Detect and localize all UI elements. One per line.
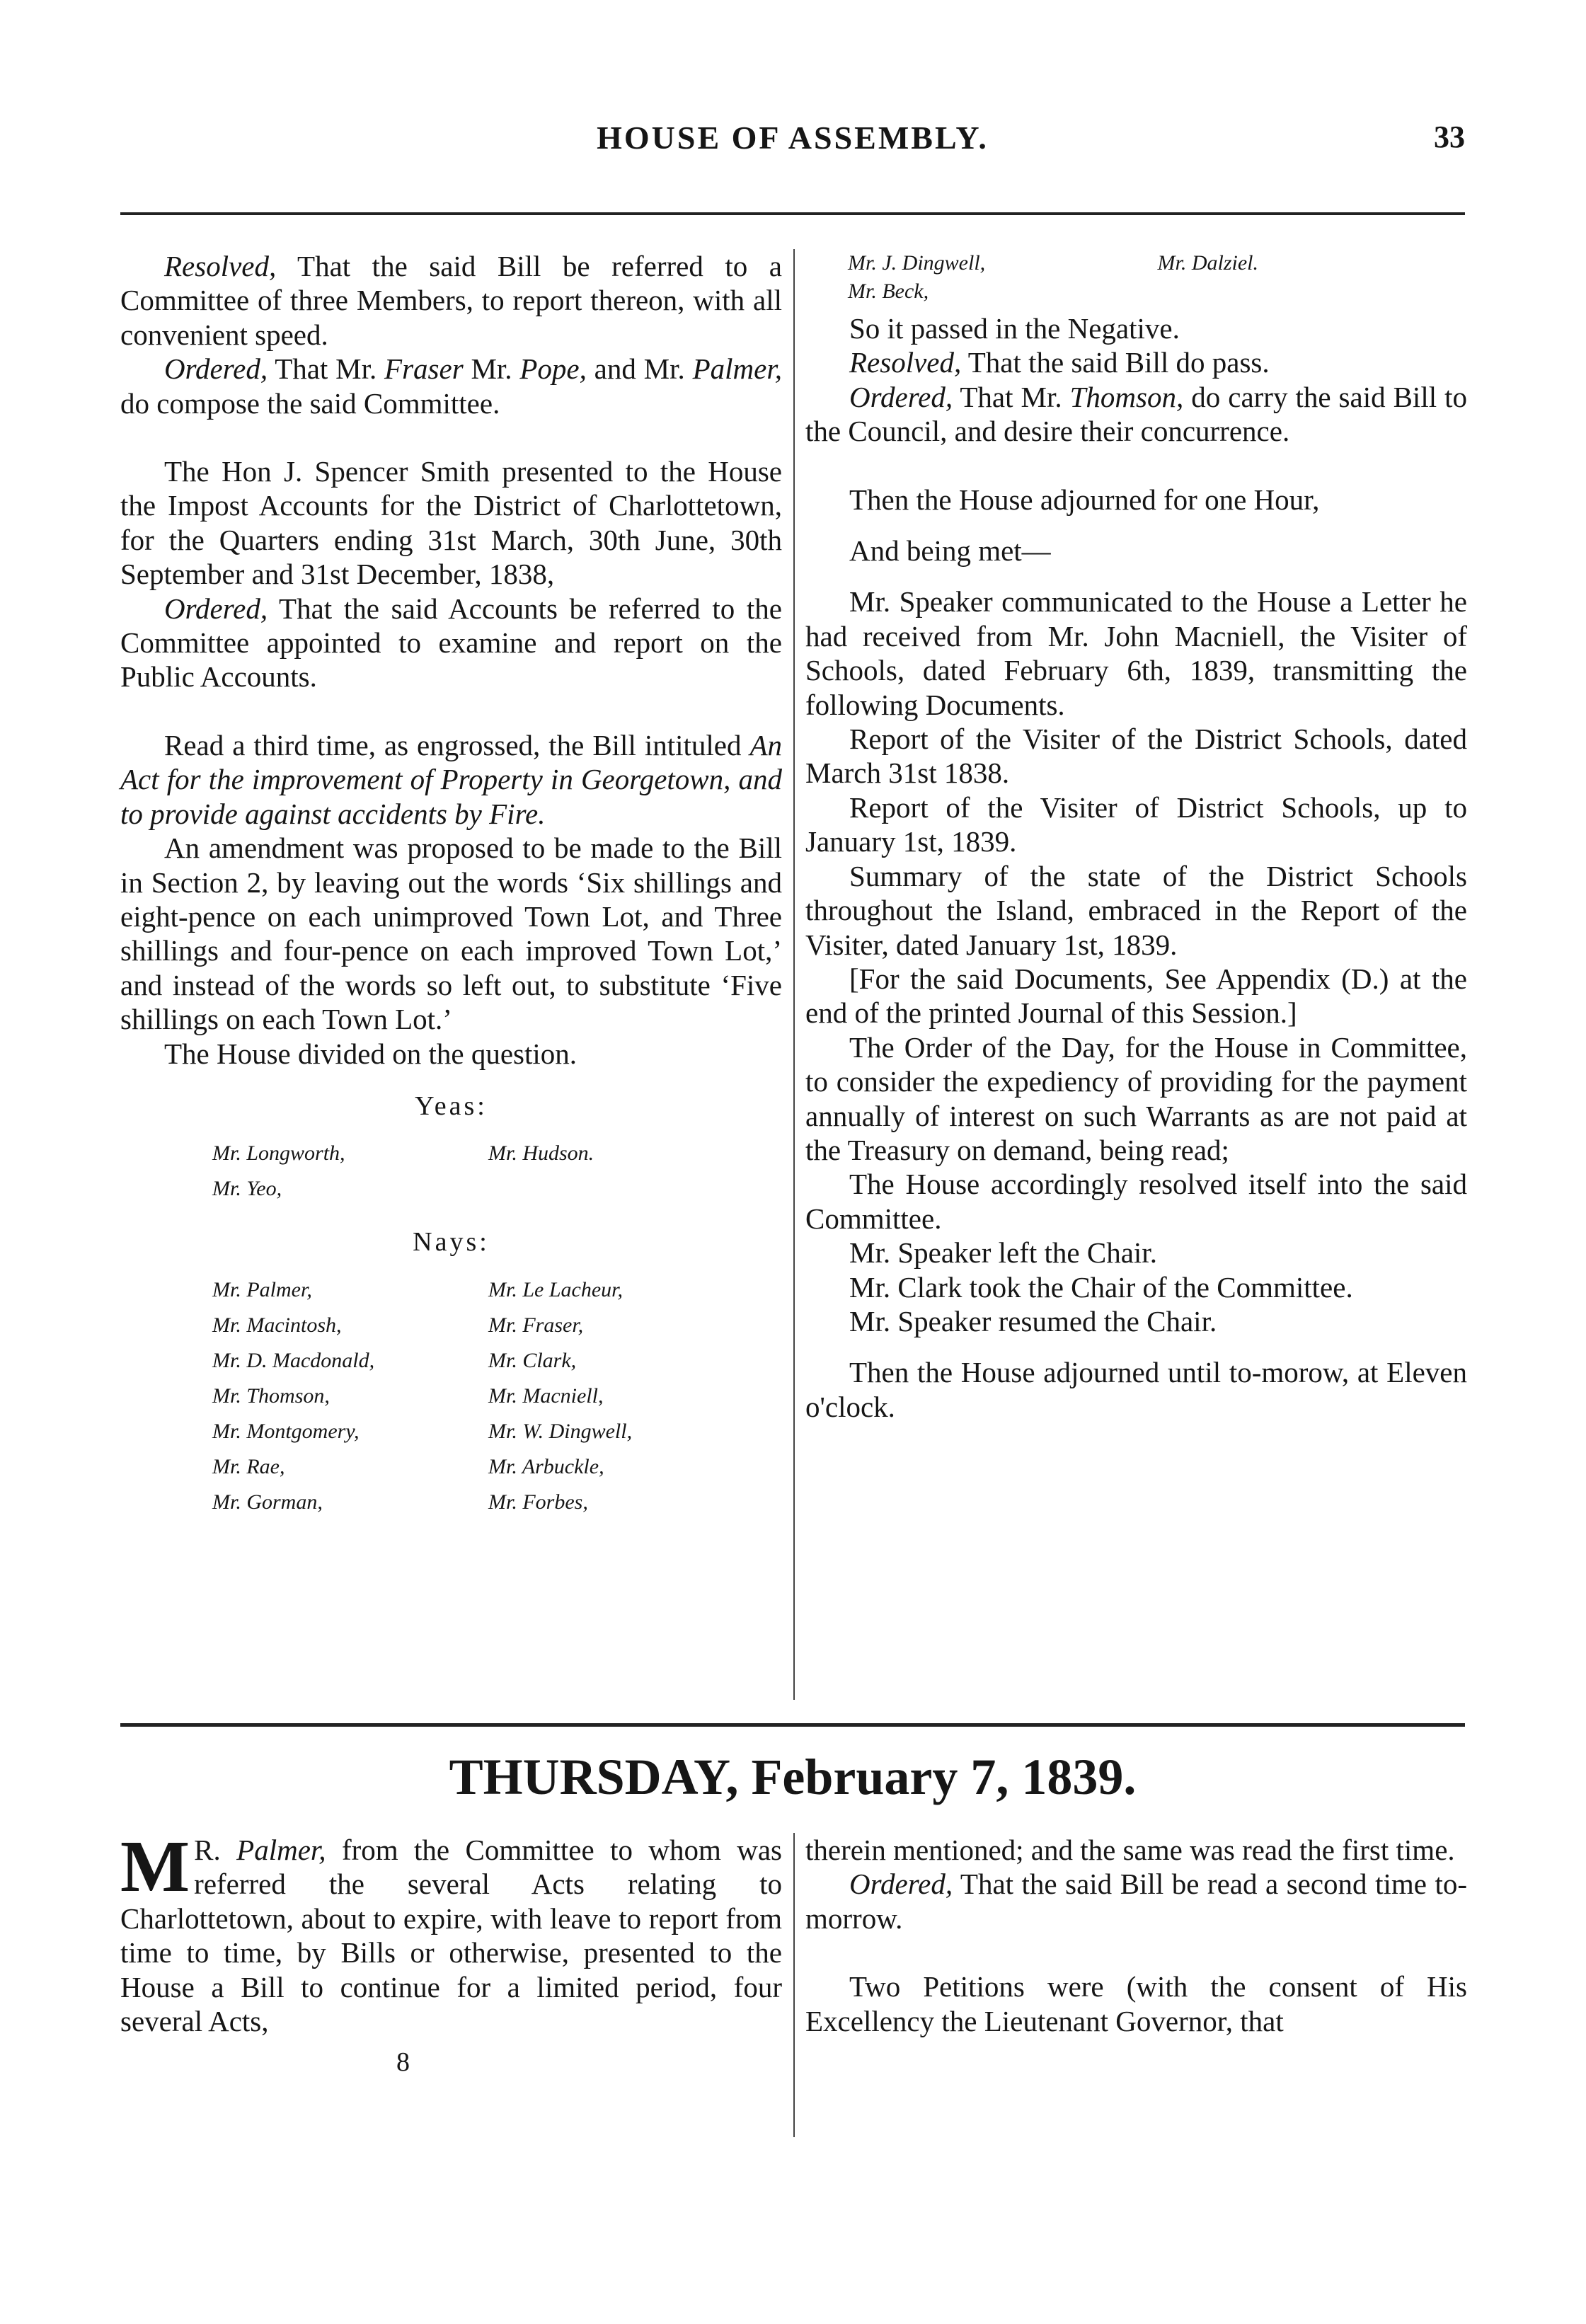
running-title: HOUSE OF ASSEMBLY. xyxy=(597,120,989,156)
right-column-lower xyxy=(805,1833,1467,2038)
paragraph-adjourned-hour: Then the House adjourned for one Hour, xyxy=(849,483,1320,516)
paragraph-resolved-committee: Resolved, That the said Bill be referred to a Committee of three Members, to report thereon, with all convenient speed. xyxy=(120,250,782,351)
paragraph-committee: The House accordingly resolved itself into the said Committee. xyxy=(805,1168,1467,1235)
right-column-upper xyxy=(805,249,1467,1424)
day-heading: THURSDAY, February 7, 1839. xyxy=(449,1749,1137,1805)
header-rule xyxy=(120,212,1465,215)
list-item: Mr. Rae, Mr. Arbuckle, xyxy=(212,1454,604,1478)
list-item: Mr. Gorman, Mr. Forbes, xyxy=(212,1490,588,1514)
left-column-upper xyxy=(120,249,782,1520)
list-item: Mr. J. Dingwell, Mr. Dalziel. xyxy=(848,251,1258,275)
list-item: Mr. Yeo, xyxy=(212,1177,282,1201)
paragraph-ordered-accounts: Ordered, That the said Accounts be referred to the Committee appointed to examine and report on the Public Accounts. xyxy=(120,592,782,694)
column-divider xyxy=(793,1833,795,2137)
paragraph-report-1838: Report of the Visiter of the District Schools, dated March 31st 1838. xyxy=(805,723,1467,790)
paragraph-first-reading: therein mentioned; and the same was read the first time. xyxy=(805,1834,1455,1866)
paragraph-speaker-letter: Mr. Speaker communicated to the House a Letter he had received from Mr. John Macniell, the Visiter of Schools, dated February 6th, 1839, transmitting the following Documents. xyxy=(805,585,1467,721)
paragraph-division: The House divided on the question. xyxy=(164,1037,577,1070)
list-item: Mr. D. Macdonald, Mr. Clark, xyxy=(212,1348,577,1372)
yeas-list xyxy=(120,1136,782,1207)
signature-mark: 8 xyxy=(396,2047,410,2078)
list-item: Mr. Thomson, Mr. Macniell, xyxy=(212,1384,604,1408)
paragraph-resolved-pass: Resolved, That the said Bill do pass. xyxy=(849,346,1270,379)
nays-continued-list xyxy=(805,249,1467,306)
running-head xyxy=(120,119,1465,168)
list-item: Mr. Beck, xyxy=(848,280,929,303)
paragraph-clark-chair: Mr. Clark took the Chair of the Committee. xyxy=(849,1270,1353,1304)
paragraph-ordered-second-reading: Ordered, That the said Bill be read a second time to-morrow. xyxy=(805,1868,1467,1935)
list-item: Mr. Longworth, Mr. Hudson. xyxy=(212,1141,594,1166)
paragraph-palmer-report: M R. Palmer, from the Committee to whom was referred the several Acts relating to Charlottetown, about to expire, with leave to report from time to time, by Bills or otherwise, presented to the House a Bill to continue for a limited period, four several Acts, xyxy=(120,1826,782,2038)
paragraph-appendix-note: [For the said Documents, See Appendix (D.) at the end of the printed Journal of this Session.] xyxy=(805,962,1467,1030)
paragraph-summary: Summary of the state of the District Schools throughout the Island, embraced in the Report of the Visiter, dated January 1st, 1839. xyxy=(805,859,1467,961)
paragraph-ordered-council: Ordered, That Mr. Thomson, do carry the said Bill to the Council, and desire their concurrence. xyxy=(805,380,1467,448)
paragraph-petitions: Two Petitions were (with the consent of His Excellency the Lieutenant Governor, that xyxy=(805,1970,1467,2037)
paragraph-adjourned-tomorrow: Then the House adjourned until to-morow, at Eleven o'clock. xyxy=(805,1356,1467,1423)
paragraph-order-of-day: The Order of the Day, for the House in Committee, to consider the expediency of providing for the payment annually of interest on such Warrants as are not paid at the Treasury on demand, being read; xyxy=(805,1030,1467,1166)
section-rule xyxy=(120,1723,1465,1727)
list-item: Mr. Montgomery, Mr. W. Dingwell, xyxy=(212,1419,633,1443)
paragraph-speaker-left: Mr. Speaker left the Chair. xyxy=(849,1236,1157,1270)
paragraph-report-1839: Report of the Visiter of District Schools, up to January 1st, 1839. xyxy=(805,790,1467,858)
left-column-lower xyxy=(120,1826,782,2080)
paragraph-amendment: An amendment was proposed to be made to the Bill in Section 2, by leaving out the words ‘Six shillings and eight-pence on each unimproved Town Lot, and Three shillings and four-pence on each improved Town Lot,’ and instead of the words so left out, to substitute ‘Five shillings on each Town Lot.’ xyxy=(120,832,782,1036)
paragraph-negative: So it passed in the Negative. xyxy=(849,312,1180,345)
drop-cap: M xyxy=(120,1826,190,1907)
paragraph-third-reading: Read a third time, as engrossed, the Bill intituled An Act for the improvement of Property in Georgetown, and to provide against accidents by Fire. xyxy=(120,728,782,830)
nays-list xyxy=(120,1272,782,1520)
paragraph-ordered-committee: Ordered, That Mr. Fraser Mr. Pope, and Mr. Palmer, do compose the said Committee. xyxy=(120,352,782,420)
list-item: Mr. Macintosh, Mr. Fraser, xyxy=(212,1313,584,1337)
yeas-heading: Yeas: xyxy=(415,1091,488,1121)
page-number: 33 xyxy=(1434,120,1465,154)
column-divider xyxy=(793,249,795,1700)
nays-heading: Nays: xyxy=(413,1227,490,1258)
paragraph-being-met: And being met— xyxy=(849,534,1051,568)
paragraph-impost-accounts: The Hon J. Spencer Smith presented to the House the Impost Accounts for the District of Charlottetown, for the Quarters ending 31st March, 30th June, 30th September and 31st December, 1838, xyxy=(120,455,782,591)
paragraph-speaker-resumed: Mr. Speaker resumed the Chair. xyxy=(849,1304,1217,1338)
list-item: Mr. Palmer, Mr. Le Lacheur, xyxy=(212,1277,624,1301)
